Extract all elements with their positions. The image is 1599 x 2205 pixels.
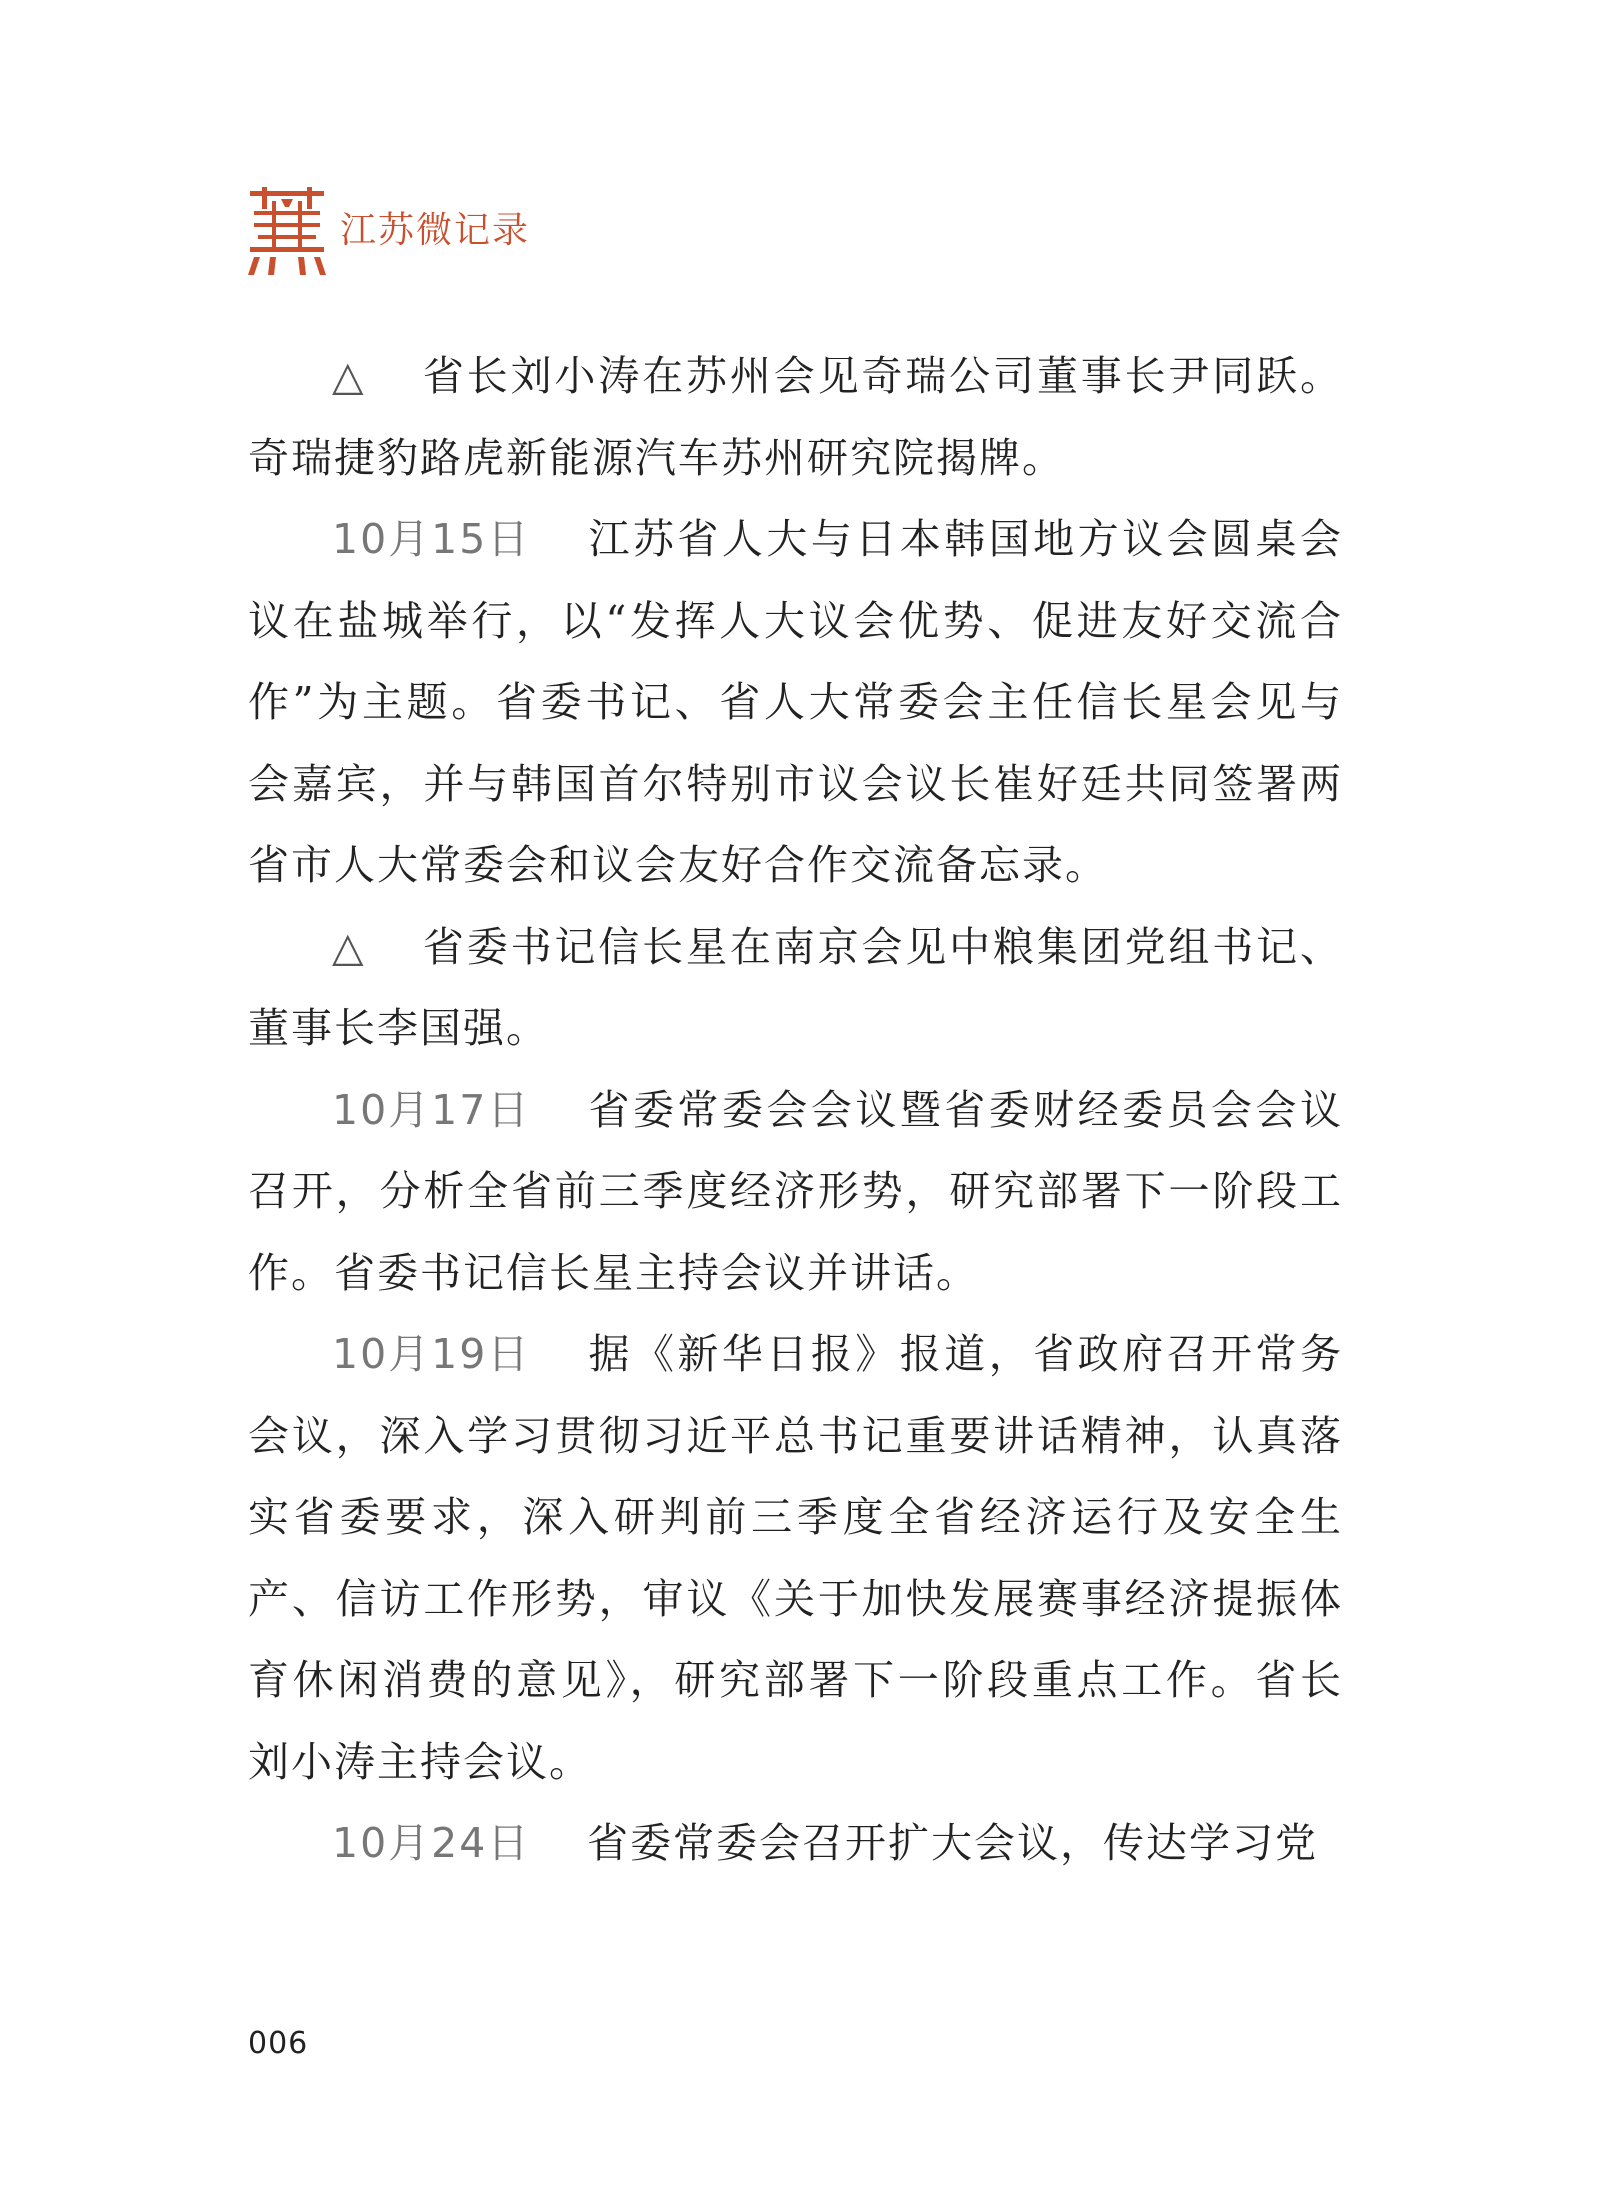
entry-date: 10月24日: [332, 1819, 531, 1867]
entry-paragraph: [248, 907, 1343, 1070]
entry-text: 据《新华日报》报道，省政府召开常务会议，深入学习贯彻习近平总书记重要讲话精神，认真落实省委要求，深入研判前三季度全省经济运行及安全生产、信访工作形势，审议《关于加快发展赛事经济提振体育休闲消费的意见》，研究部署下一阶段重点工作。省长刘小涛主持会议。: [248, 1330, 1343, 1786]
section-title: 江苏微记录: [340, 210, 531, 251]
triangle-marker-icon: △: [332, 922, 366, 971]
entry-paragraph: [248, 499, 1343, 907]
entry-text: 省委书记信长星在南京会见中粮集团党组书记、董事长李国强。: [248, 922, 1343, 1052]
article-body: [248, 336, 1343, 1885]
entry-paragraph: [248, 1314, 1343, 1803]
triangle-marker-icon: △: [332, 352, 366, 400]
entry-date: 10月17日: [332, 1085, 531, 1134]
entry-paragraph: [248, 1803, 1343, 1885]
entry-date: 10月19日: [332, 1330, 531, 1378]
page-header: [248, 186, 530, 276]
entry-text: 江苏省人大与日本韩国地方议会圆桌会议在盐城举行，以“发挥人大议会优势、促进友好交流合作”为主题。省委书记、省人大常委会主任信长星会见与会嘉宾，并与韩国首尔特别市议会议长崔好廷共同签署两省市人大常委会和议会友好合作交流备忘录。: [248, 515, 1343, 889]
entry-text: 省长刘小涛在苏州会见奇瑞公司董事长尹同跃。奇瑞捷豹路虎新能源汽车苏州研究院揭牌。: [248, 352, 1343, 482]
page-number: 006: [248, 2026, 309, 2061]
entry-paragraph: [248, 1070, 1343, 1315]
entry-date: 10月15日: [332, 515, 531, 563]
entry-text: 省委常委会召开扩大会议，传达学习党: [587, 1819, 1318, 1867]
entry-paragraph: [248, 336, 1343, 499]
jiangsu-emblem-icon: [248, 187, 326, 275]
entry-text: 省委常委会会议暨省委财经委员会会议召开，分析全省前三季度经济形势，研究部署下一阶段工作。省委书记信长星主持会议并讲话。: [248, 1085, 1343, 1297]
